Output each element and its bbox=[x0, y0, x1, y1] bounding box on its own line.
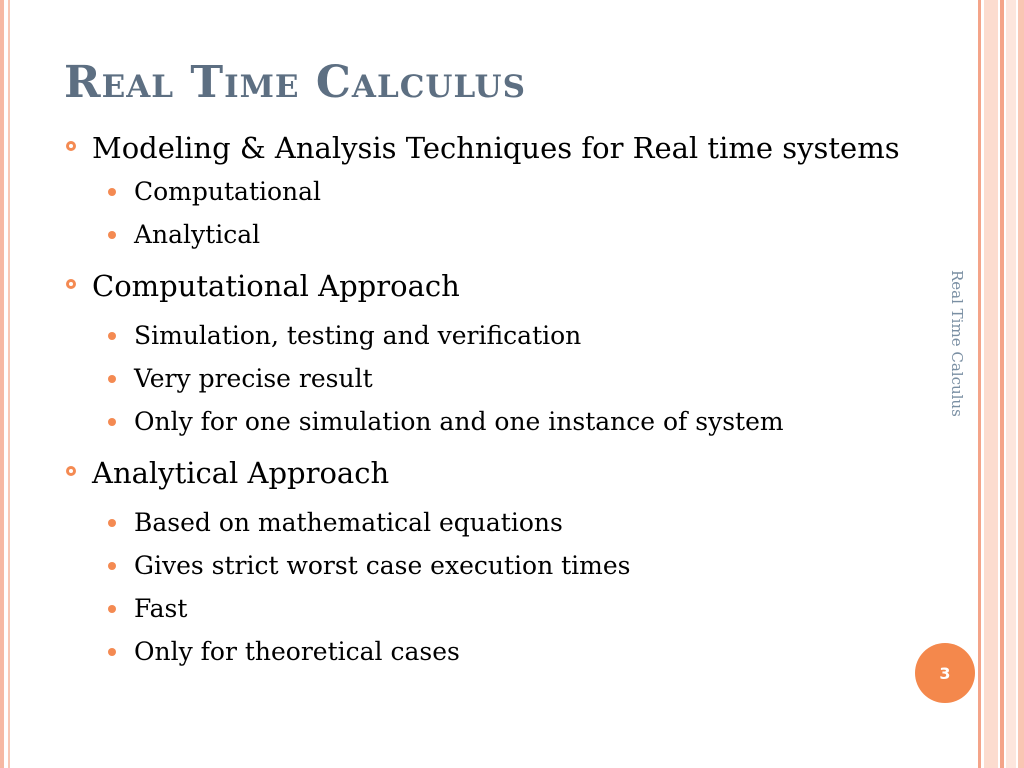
dot-bullet-icon bbox=[108, 648, 116, 656]
list-item-text: Only for theoretical cases bbox=[134, 637, 460, 666]
bullet-list bbox=[62, 126, 962, 673]
left-border-rule bbox=[0, 0, 4, 768]
stripe bbox=[1000, 0, 1004, 768]
slide-number-badge bbox=[915, 643, 975, 703]
section-heading-text: Analytical Approach bbox=[92, 456, 390, 490]
dot-bullet-icon bbox=[108, 188, 116, 196]
list-item bbox=[62, 400, 962, 443]
list-item-text: Based on mathematical equations bbox=[134, 508, 563, 537]
list-item bbox=[62, 357, 962, 400]
list-item bbox=[62, 314, 962, 357]
list-item-text: Computational bbox=[134, 177, 322, 206]
slide-number: 3 bbox=[939, 663, 951, 683]
stripe bbox=[978, 0, 981, 768]
footer-vertical-text: Real Time Calculus bbox=[948, 270, 966, 417]
dot-bullet-icon bbox=[108, 605, 116, 613]
dot-bullet-icon bbox=[108, 332, 116, 340]
list-item-text: Fast bbox=[134, 594, 188, 623]
list-item-text: Simulation, testing and verification bbox=[134, 321, 582, 350]
list-item bbox=[62, 213, 962, 256]
dot-bullet-icon bbox=[108, 562, 116, 570]
list-item bbox=[62, 630, 962, 673]
list-item-text: Analytical bbox=[134, 220, 261, 249]
stripe bbox=[1018, 0, 1024, 768]
dot-bullet-icon bbox=[108, 418, 116, 426]
list-item-text: Very precise result bbox=[134, 364, 373, 393]
left-border-rule-inner bbox=[8, 0, 10, 768]
ring-bullet-icon bbox=[66, 141, 76, 151]
section-heading bbox=[62, 264, 962, 308]
dot-bullet-icon bbox=[108, 231, 116, 239]
list-item bbox=[62, 170, 962, 213]
stripe bbox=[984, 0, 998, 768]
stripe bbox=[1006, 0, 1016, 768]
ring-bullet-icon bbox=[66, 279, 76, 289]
list-item bbox=[62, 544, 962, 587]
list-item-text: Gives strict worst case execution times bbox=[134, 551, 631, 580]
section-heading-text: Modeling & Analysis Techniques for Real time systems bbox=[92, 131, 900, 165]
slide-title: Real Time Calculus bbox=[64, 57, 526, 108]
list-item bbox=[62, 587, 962, 630]
ring-bullet-icon bbox=[66, 466, 76, 476]
list-item-text: Only for one simulation and one instance of system bbox=[134, 407, 784, 436]
dot-bullet-icon bbox=[108, 519, 116, 527]
list-item bbox=[62, 501, 962, 544]
right-decorative-stripes bbox=[978, 0, 1024, 768]
section-heading bbox=[62, 126, 962, 170]
section-heading bbox=[62, 451, 962, 495]
dot-bullet-icon bbox=[108, 375, 116, 383]
section-heading-text: Computational Approach bbox=[92, 269, 460, 303]
